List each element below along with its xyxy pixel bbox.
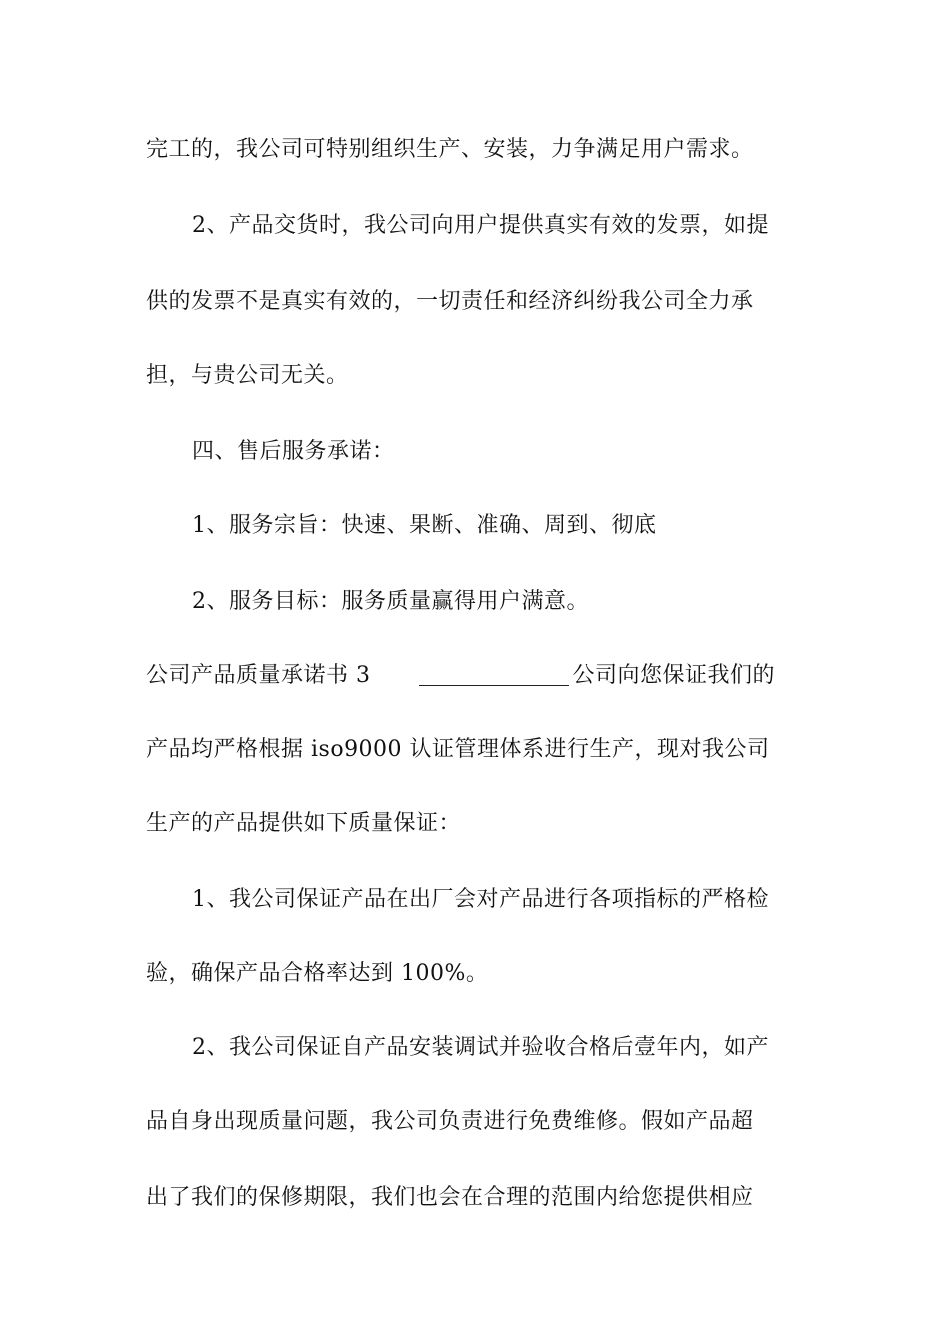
fill-in-blank	[419, 659, 569, 686]
title-continuation: 公司向您保证我们的	[572, 663, 776, 688]
text-line: 验，确保产品合格率达到 100%。	[146, 961, 489, 986]
text-line: 完工的，我公司可特别组织生产、安装，力争满足用户需求。	[146, 137, 754, 162]
text-line: 担，与贵公司无关。	[146, 363, 349, 388]
text-line: 供的发票不是真实有效的，一切责任和经济纠纷我公司全力承	[146, 289, 754, 314]
text-line: 2、产品交货时，我公司向用户提供真实有效的发票，如提	[192, 213, 769, 238]
text-line: 2、我公司保证自产品安装调试并验收合格后壹年内，如产	[192, 1035, 769, 1060]
text-line: 1、我公司保证产品在出厂会对产品进行各项指标的严格检	[192, 887, 769, 912]
text-line: 生产的产品提供如下质量保证：	[146, 811, 462, 836]
text-line: 1、服务宗旨：快速、果断、准确、周到、彻底	[192, 513, 657, 538]
document-title: 公司产品质量承诺书 3	[146, 663, 371, 688]
document-title-line	[146, 656, 816, 696]
text-line: 品自身出现质量问题，我公司负责进行免费维修。假如产品超	[146, 1109, 754, 1134]
section-heading: 四、售后服务承诺：	[192, 439, 395, 464]
text-line: 产品均严格根据 iso9000 认证管理体系进行生产，现对我公司	[146, 737, 770, 762]
text-line: 出了我们的保修期限，我们也会在合理的范围内给您提供相应	[146, 1185, 754, 1210]
text-line: 2、服务目标：服务质量赢得用户满意。	[192, 589, 589, 614]
